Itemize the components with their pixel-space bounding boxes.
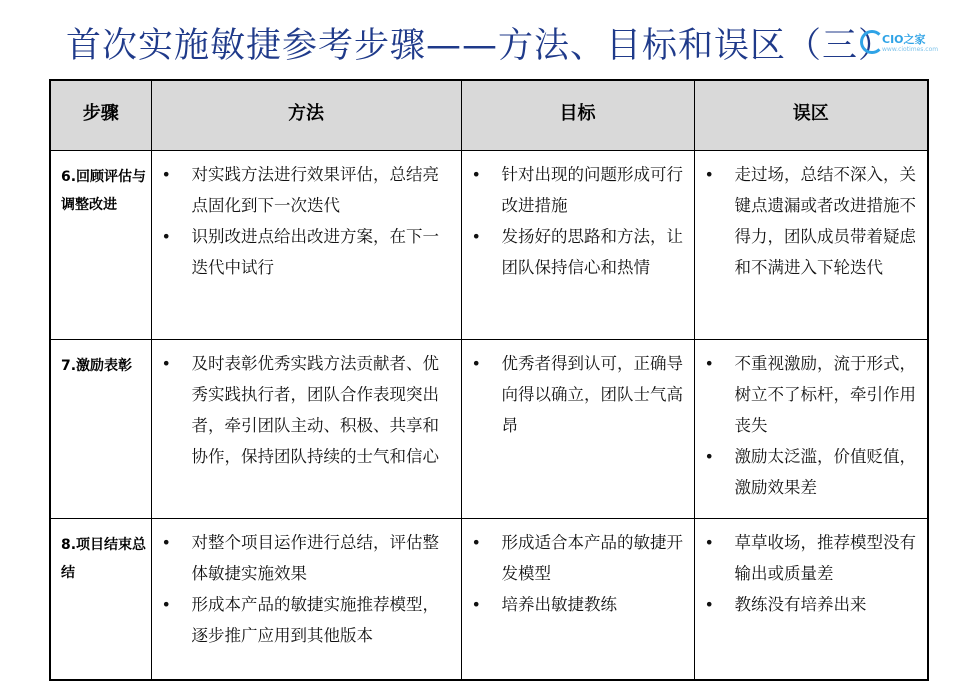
list-item: • 教练没有培养出来 [705,589,922,620]
header-method: 方法 [151,80,461,151]
page-title: 首次实施敏捷参考步骤——方法、目标和误区（三） [66,26,895,66]
table-row [50,151,928,340]
step-cell: 7.激励表彰 [50,340,151,519]
list-item: • 培养出敏捷教练 [472,589,688,620]
pitfall-cell [694,151,928,340]
pitfall-cell [694,519,928,681]
steps-table [49,79,929,681]
list-item: • 形成本产品的敏捷实施推荐模型，逐步推广应用到其他版本 [162,589,455,651]
goal-cell [461,151,694,340]
logo-text: CIO之家 [882,33,926,46]
brand-logo [860,28,940,58]
logo-ring-icon [860,30,884,54]
table-row [50,340,928,519]
step-cell: 8.项目结束总结 [50,519,151,681]
list-item: • 识别改进点给出改进方案，在下一迭代中试行 [162,221,455,283]
list-item: • 形成适合本产品的敏捷开发模型 [472,527,688,589]
list-item: • 走过场，总结不深入，关键点遗漏或者改进措施不得力，团队成员带着疑虑和不满进入下轮迭代 [705,159,922,283]
step-cell: 6.回顾评估与调整改进 [50,151,151,340]
header-pitfall: 误区 [694,80,928,151]
list-item: • 草草收场，推荐模型没有输出或质量差 [705,527,922,589]
method-cell [151,340,461,519]
logo-subtext: www.ciotimes.com [882,46,939,53]
list-item: • 针对出现的问题形成可行改进措施 [472,159,688,221]
list-item: • 对实践方法进行效果评估，总结亮点固化到下一次迭代 [162,159,455,221]
header-goal: 目标 [461,80,694,151]
method-cell [151,151,461,340]
list-item: • 优秀者得到认可，正确导向得以确立，团队士气高昂 [472,348,688,441]
list-item: • 激励太泛滥，价值贬值，激励效果差 [705,441,922,503]
list-item: • 发扬好的思路和方法，让团队保持信心和热情 [472,221,688,283]
list-item: • 不重视激励，流于形式，树立不了标杆，牵引作用丧失 [705,348,922,441]
list-item: • 及时表彰优秀实践方法贡献者、优秀实践执行者，团队合作表现突出者，牵引团队主动、积极、共享和协作，保持团队持续的士气和信心 [162,348,455,472]
table-header-row [50,80,928,151]
table-row [50,519,928,681]
list-item: • 对整个项目运作进行总结，评估整体敏捷实施效果 [162,527,455,589]
method-cell [151,519,461,681]
header-step: 步骤 [50,80,151,151]
pitfall-cell [694,340,928,519]
goal-cell [461,340,694,519]
goal-cell [461,519,694,681]
